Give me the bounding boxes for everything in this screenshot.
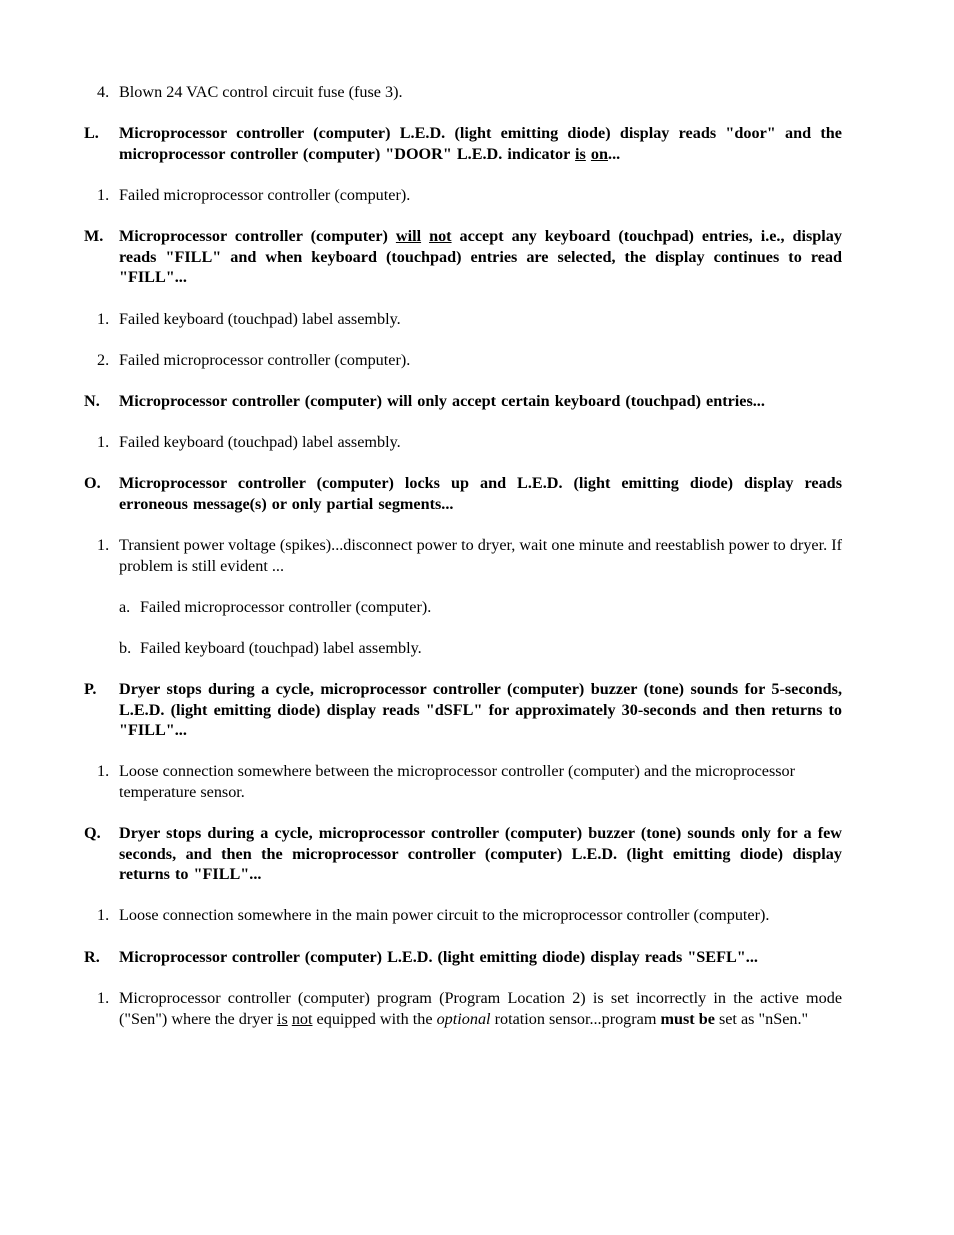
section-heading: Microprocessor controller (computer) locks up and L.E.D. (light emitting diode) display reads erroneous message(s) or only partial segments... — [119, 474, 842, 513]
section-P — [84, 679, 842, 741]
item-number: 1. — [97, 989, 110, 1007]
item-number: 1. — [97, 762, 110, 780]
list-item — [84, 905, 842, 926]
item-text: Failed microprocessor controller (computer). — [119, 186, 411, 204]
item-text: Failed microprocessor controller (computer). — [119, 351, 411, 369]
section-letter: M. — [84, 227, 104, 245]
section-letter: O. — [84, 474, 101, 492]
section-letter: Q. — [84, 824, 101, 842]
section-heading: Microprocessor controller (computer) L.E.D. (light emitting diode) display reads "SEFL"... — [119, 948, 758, 966]
list-item — [84, 432, 842, 453]
section-O — [84, 473, 842, 514]
list-item — [84, 761, 842, 802]
section-heading: Microprocessor controller (computer) L.E.D. (light emitting diode) display reads "door" and the microprocessor controller (computer) "DOOR" L.E.D. indicator is on... — [119, 124, 842, 163]
section-letter: N. — [84, 392, 100, 410]
sub-item-letter: a. — [119, 598, 131, 616]
item-text: Loose connection somewhere between the microprocessor controller (computer) and the microprocessor temperature sensor. — [119, 762, 796, 801]
item-text: Failed keyboard (touchpad) label assembly. — [119, 433, 401, 451]
section-M — [84, 226, 842, 288]
section-Q — [84, 823, 842, 885]
item-text: Transient power voltage (spikes)...disconnect power to dryer, wait one minute and reestablish power to dryer. If problem is still evident ... — [119, 536, 842, 575]
section-L — [84, 123, 842, 164]
item-number: 1. — [97, 536, 110, 554]
sub-list-item — [84, 638, 842, 659]
list-item — [84, 535, 842, 576]
section-heading: Dryer stops during a cycle, microprocessor controller (computer) buzzer (tone) sounds only for a few seconds, and then the microprocessor controller (computer) L.E.D. (light emitting diode) display returns to "FILL"... — [119, 824, 842, 884]
item-text: Failed keyboard (touchpad) label assembly. — [119, 310, 401, 328]
item-number: 4. — [97, 83, 110, 101]
list-item — [84, 82, 842, 103]
item-number: 1. — [97, 433, 110, 451]
section-N — [84, 391, 842, 412]
section-heading: Microprocessor controller (computer) will only accept certain keyboard (touchpad) entries... — [119, 392, 765, 410]
section-letter: P. — [84, 680, 97, 698]
section-heading: Dryer stops during a cycle, microprocessor controller (computer) buzzer (tone) sounds for 5-seconds, L.E.D. (light emitting diode) display reads "dSFL" for approximately 30-seconds and then returns to "FILL"... — [119, 680, 842, 740]
list-item — [84, 185, 842, 206]
sub-item-text: Failed microprocessor controller (computer). — [140, 598, 432, 616]
sub-item-text: Failed keyboard (touchpad) label assembly. — [140, 639, 422, 657]
item-number: 1. — [97, 310, 110, 328]
section-R — [84, 947, 842, 968]
section-letter: L. — [84, 124, 99, 142]
item-text: Loose connection somewhere in the main power circuit to the microprocessor controller (computer). — [119, 906, 770, 924]
item-number: 2. — [97, 351, 110, 369]
list-item — [84, 309, 842, 330]
item-text: Microprocessor controller (computer) program (Program Location 2) is set incorrectly in the active mode ("Sen") where the dryer is not equipped with the optional rotation sensor...program must be set as "nSen." — [119, 989, 842, 1028]
item-number: 1. — [97, 906, 110, 924]
sub-item-letter: b. — [119, 639, 132, 657]
item-text: Blown 24 VAC control circuit fuse (fuse 3). — [119, 83, 403, 101]
list-item — [84, 350, 842, 371]
section-heading: Microprocessor controller (computer) will not accept any keyboard (touchpad) entries, i.e., display reads "FILL" and when keyboard (touchpad) entries are selected, the display continues to read "FILL"... — [119, 227, 842, 287]
section-letter: R. — [84, 948, 100, 966]
list-item — [84, 988, 842, 1029]
sub-list-item — [84, 597, 842, 618]
item-number: 1. — [97, 186, 110, 204]
